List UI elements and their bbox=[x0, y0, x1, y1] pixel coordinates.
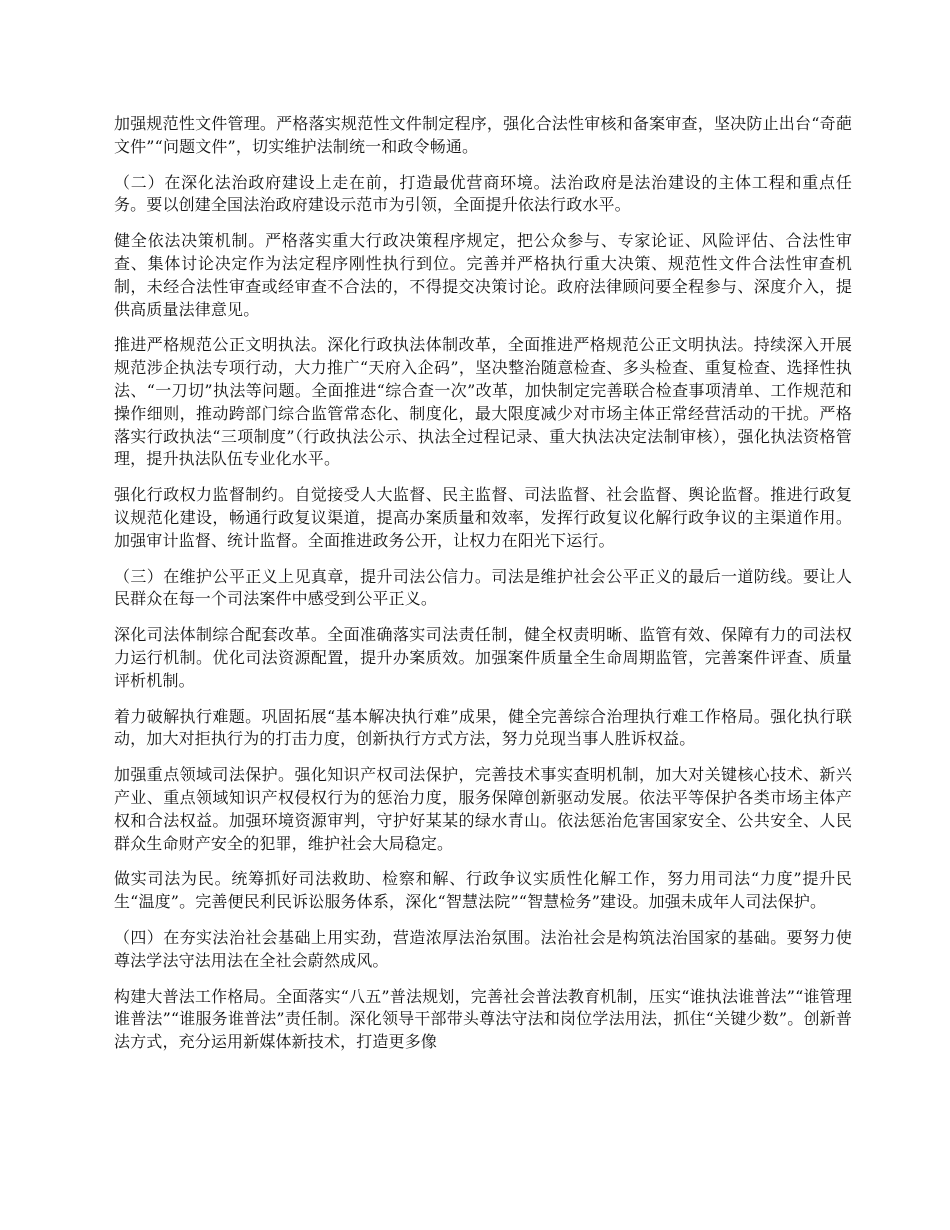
document-page bbox=[114, 113, 852, 1067]
paragraph-execution-difficulties: 着力破解执行难题。巩固拓展“基本解决执行难”成果，健全完善综合治理执行难工作格局。强化执行联动，加大对拒执行为的打击力度，创新执行方式方法，努力兑现当事人胜诉权益。 bbox=[114, 706, 852, 749]
paragraph-judicial-reform: 深化司法体制综合配套改革。全面准确落实司法责任制，健全权责明晰、监管有效、保障有力的司法权力运行机制。优化司法资源配置，提升办案质效。加强案件质量全生命周期监管，完善案件评查、质量评析机制。 bbox=[114, 625, 852, 690]
section-heading-law-based-government: （二）在深化法治政府建设上走在前，打造最优营商环境。法治政府是法治建设的主体工程和重点任务。要以创建全国法治政府建设示范市为引领，全面提升依法行政水平。 bbox=[114, 172, 852, 215]
paragraph-key-area-protection: 加强重点领域司法保护。强化知识产权司法保护，完善技术事实查明机制，加大对关键核心技术、新兴产业、重点领域知识产权侵权行为的惩治力度，服务保障创新驱动发展。依法平等保护各类市场主体产权和合法权益。加强环境资源审判，守护好某某的绿水青山。依法惩治危害国家安全、公共安全、人民群众生命财产安全的犯罪，维护社会大局稳定。 bbox=[114, 765, 852, 853]
section-heading-judicial-fairness: （三）在维护公平正义上见真章，提升司法公信力。司法是维护社会公平正义的最后一道防线。要让人民群众在每一个司法案件中感受到公平正义。 bbox=[114, 566, 852, 609]
section-heading-law-based-society: （四）在夯实法治社会基础上用实劲，营造浓厚法治氛围。法治社会是构筑法治国家的基础。要努力使尊法学法守法用法在全社会蔚然成风。 bbox=[114, 927, 852, 970]
paragraph-law-enforcement: 推进严格规范公正文明执法。深化行政执法体制改革，全面推进严格规范公正文明执法。持续深入开展规范涉企执法专项行动，大力推广“天府入企码”，坚决整治随意检查、多头检查、重复检查、选择性执法、“一刀切”执法等问题。全面推进“综合查一次”改革，加快制定完善联合检查事项清单、工作规范和操作细则，推动跨部门综合监管常态化、制度化，最大限度减少对市场主体正常经营活动的干扰。严格落实行政执法“三项制度”（行政执法公示、执法全过程记录、重大执法决定法制审核），强化执法资格管理，提升执法队伍专业化水平。 bbox=[114, 335, 852, 469]
paragraph-legal-publicity: 构建大普法工作格局。全面落实“八五”普法规划，完善社会普法教育机制，压实“谁执法谁普法”“谁管理谁普法”“谁服务谁普法”责任制。深化领导干部带头尊法守法和岗位学法用法，抓住“关键少数”。创新普法方式，充分运用新媒体新技术，打造更多像 bbox=[114, 986, 852, 1052]
paragraph-normative-documents: 加强规范性文件管理。严格落实规范性文件制定程序，强化合法性审核和备案审查，坚决防止出台“奇葩文件”“问题文件”，切实维护法制统一和政令畅通。 bbox=[114, 114, 852, 156]
paragraph-power-supervision: 强化行政权力监督制约。自觉接受人大监督、民主监督、司法监督、社会监督、舆论监督。推进行政复议规范化建设，畅通行政复议渠道，提高办案质量和效率，发挥行政复议化解行政争议的主渠道作用。加强审计监督、统计监督。全面推进政务公开，让权力在阳光下运行。 bbox=[114, 485, 852, 550]
paragraph-justice-for-people: 做实司法为民。统筹抓好司法救助、检察和解、行政争议实质性化解工作，努力用司法“力度”提升民生“温度”。完善便民利民诉讼服务体系，深化“智慧法院”“智慧检务”建设。加强未成年人司法保护。 bbox=[114, 869, 852, 912]
paragraph-decision-mechanism: 健全依法决策机制。严格落实重大行政决策程序规定，把公众参与、专家论证、风险评估、合法性审查、集体讨论决定作为法定程序刚性执行到位。完善并严格执行重大决策、规范性文件合法性审查机制，未经合法性审查或经审查不合法的，不得提交决策讨论。政府法律顾问要全程参与、深度介入，提供高质量法律意见。 bbox=[114, 231, 852, 319]
